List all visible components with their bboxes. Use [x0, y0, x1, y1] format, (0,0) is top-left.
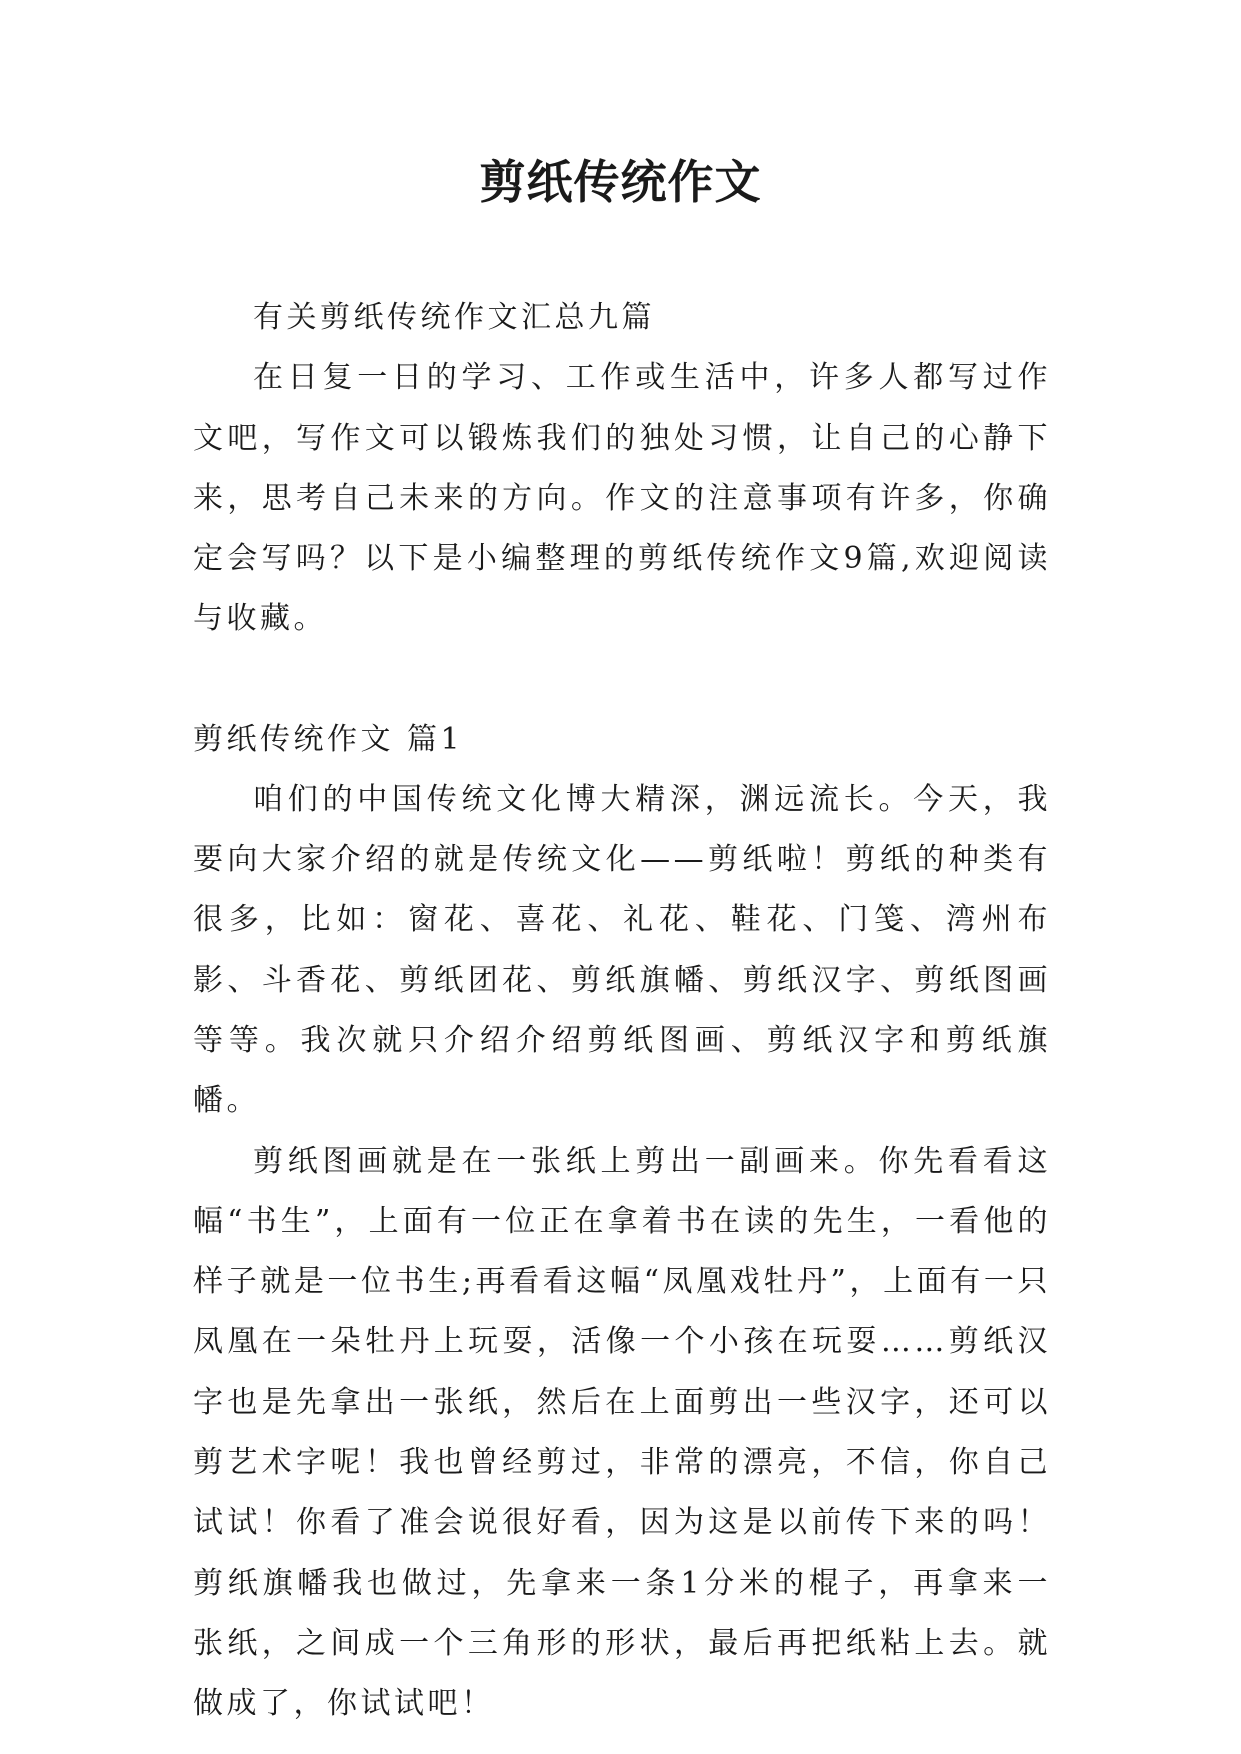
document-subtitle: 有关剪纸传统作文汇总九篇: [253, 300, 655, 335]
document-title: 剪纸传统作文: [479, 155, 762, 209]
section-heading: 剪纸传统作文 篇1: [193, 721, 464, 757]
intro-paragraph: 在日复一日的学习、工作或生活中，许多人都写过作文吧，写作文可以锻炼我们的独处习惯，让自己的心静下来，思考自己未来的方向。作文的注意事项有许多，你确定会写吗？以下是小编整理的剪纸传统作文9篇,欢迎阅读与收藏。: [193, 360, 1051, 637]
section-paragraph: 咱们的中国传统文化博大精深，渊远流长。今天，我要向大家介绍的就是传统文化——剪纸啦！剪纸的种类有很多，比如：窗花、喜花、礼花、鞋花、门笺、湾州布影、斗香花、剪纸团花、剪纸旗幡、剪纸汉字、剪纸图画等等。我次就只介绍介绍剪纸图画、剪纸汉字和剪纸旗幡。: [193, 781, 1051, 1119]
document-body: [193, 288, 1051, 1735]
section-paragraph: 剪纸图画就是在一张纸上剪出一副画来。你先看看这幅“书生”，上面有一位正在拿着书在读的先生，一看他的样子就是一位书生;再看看这幅“凤凰戏牡丹”，上面有一只凤凰在一朵牡丹上玩耍，活像一个小孩在玩耍……剪纸汉字也是先拿出一张纸，然后在上面剪出一些汉字，还可以剪艺术字呢！我也曾经剪过，非常的漂亮，不信，你自己试试！你看了准会说很好看，因为这是以前传下来的吗！剪纸旗幡我也做过，先拿来一条1分米的棍子，再拿来一张纸，之间成一个三角形的形状，最后再把纸粘上去。就做成了，你试试吧！: [193, 1143, 1051, 1722]
section-1: [193, 710, 1051, 1735]
